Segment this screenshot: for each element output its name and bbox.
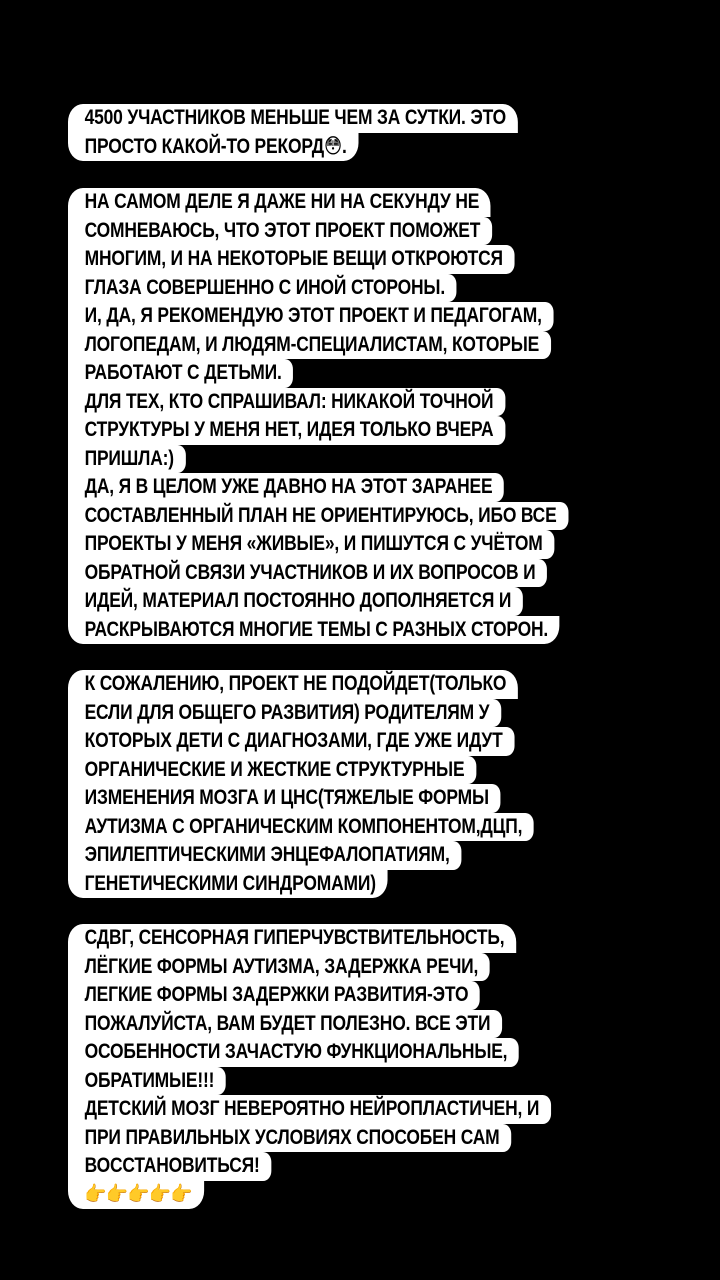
story-text-line: ЕСЛИ ДЛЯ ОБЩЕГО РАЗВИТИЯ) РОДИТЕЛЯМ У (68, 699, 501, 728)
story-text-line: ЛОГОПЕДАМ, И ЛЮДЯМ-СПЕЦИАЛИСТАМ, КОТОРЫЕ (68, 331, 551, 360)
story-text-line: ИЗМЕНЕНИЯ МОЗГА И ЦНС(ТЯЖЕЛЫЕ ФОРМЫ (68, 784, 500, 813)
story-text-line: СОСТАВЛЕННЫЙ ПЛАН НЕ ОРИЕНТИРУЮСЬ, ИБО ВСЕ (68, 502, 568, 531)
text-block-suitable (68, 924, 708, 1209)
story-text-line: ГЛАЗА СОВЕРШЕННО С ИНОЙ СТОРОНЫ. (68, 274, 457, 303)
story-text-line: СТРУКТУРЫ У МЕНЯ НЕТ, ИДЕЯ ТОЛЬКО ВЧЕРА (68, 416, 505, 445)
story-text-line: КОТОРЫХ ДЕТИ С ДИАГНОЗАМИ, ГДЕ УЖЕ ИДУТ (68, 727, 514, 756)
story-text-line: СДВГ, СЕНСОРНАЯ ГИПЕРЧУВСТВИТЕЛЬНОСТЬ, (68, 924, 516, 953)
story-text-line: ОРГАНИЧЕСКИЕ И ЖЕСТКИЕ СТРУКТУРНЫЕ (68, 756, 476, 785)
story-text-line: МНОГИМ, И НА НЕКОТОРЫЕ ВЕЩИ ОТКРОЮТСЯ (68, 245, 515, 274)
story-text-line: НА САМОМ ДЕЛЕ Я ДАЖЕ НИ НА СЕКУНДУ НЕ (68, 188, 491, 217)
story-text-line: 4500 УЧАСТНИКОВ МЕНЬШЕ ЧЕМ ЗА СУТКИ. ЭТО (68, 104, 518, 133)
text-block-about-project (68, 188, 708, 644)
story-text-line: ДА, Я В ЦЕЛОМ УЖЕ ДАВНО НА ЭТОТ ЗАРАНЕЕ (68, 473, 504, 502)
story-text-line: К СОЖАЛЕНИЮ, ПРОЕКТ НЕ ПОДОЙДЕТ(ТОЛЬКО (68, 670, 518, 699)
story-text-line: ПРОСТО КАКОЙ-ТО РЕКОРД😳. (68, 133, 358, 162)
story-text-line: ПРИ ПРАВИЛЬНЫХ УСЛОВИЯХ СПОСОБЕН САМ (68, 1124, 511, 1153)
story-text-line: 👉👉👉👉👉 (68, 1181, 204, 1210)
story-text-line: ЛЁГКИЕ ФОРМЫ АУТИЗМА, ЗАДЕРЖКА РЕЧИ, (68, 953, 490, 982)
story-text-line: ИДЕЙ, МАТЕРИАЛ ПОСТОЯННО ДОПОЛНЯЕТСЯ И (68, 587, 523, 616)
story-text-line: ВОССТАНОВИТЬСЯ! (68, 1152, 271, 1181)
story-text-line: ГЕНЕТИЧЕСКИМИ СИНДРОМАМИ) (68, 870, 388, 899)
story-text-line: ПРОЕКТЫ У МЕНЯ «ЖИВЫЕ», И ПИШУТСЯ С УЧЁТОМ (68, 530, 554, 559)
story-text-line: ДЛЯ ТЕХ, КТО СПРАШИВАЛ: НИКАКОЙ ТОЧНОЙ (68, 388, 505, 417)
story-text-line: ОСОБЕННОСТИ ЗАЧАСТУЮ ФУНКЦИОНАЛЬНЫЕ, (68, 1038, 519, 1067)
text-block-not-suitable (68, 670, 708, 898)
story-text-line: И, ДА, Я РЕКОМЕНДУЮ ЭТОТ ПРОЕКТ И ПЕДАГОГАМ, (68, 302, 553, 331)
story-text-line: ОБРАТНОЙ СВЯЗИ УЧАСТНИКОВ И ИХ ВОПРОСОВ И (68, 559, 547, 588)
story-text-line: РАБОТАЮТ С ДЕТЬМИ. (68, 359, 293, 388)
story-text-line: СОМНЕВАЮСЬ, ЧТО ЭТОТ ПРОЕКТ ПОМОЖЕТ (68, 217, 492, 246)
story-text-line: ОБРАТИМЫЕ!!! (68, 1067, 226, 1096)
story-text-line: ПОЖАЛУЙСТА, ВАМ БУДЕТ ПОЛЕЗНО. ВСЕ ЭТИ (68, 1010, 502, 1039)
story-text-line: ЭПИЛЕПТИЧЕСКИМИ ЭНЦЕФАЛОПАТИЯМ, (68, 841, 461, 870)
story-text-line: РАСКРЫВАЮТСЯ МНОГИЕ ТЕМЫ С РАЗНЫХ СТОРОН. (68, 616, 560, 645)
text-block-record (68, 104, 708, 161)
story-text-line: ПРИШЛА:) (68, 445, 186, 474)
story-text-line: ЛЕГКИЕ ФОРМЫ ЗАДЕРЖКИ РАЗВИТИЯ-ЭТО (68, 981, 480, 1010)
story-text-line: АУТИЗМА С ОРГАНИЧЕСКИМ КОМПОНЕНТОМ,ДЦП, (68, 813, 534, 842)
story-text-line: ДЕТСКИЙ МОЗГ НЕВЕРОЯТНО НЕЙРОПЛАСТИЧЕН, И (68, 1095, 551, 1124)
